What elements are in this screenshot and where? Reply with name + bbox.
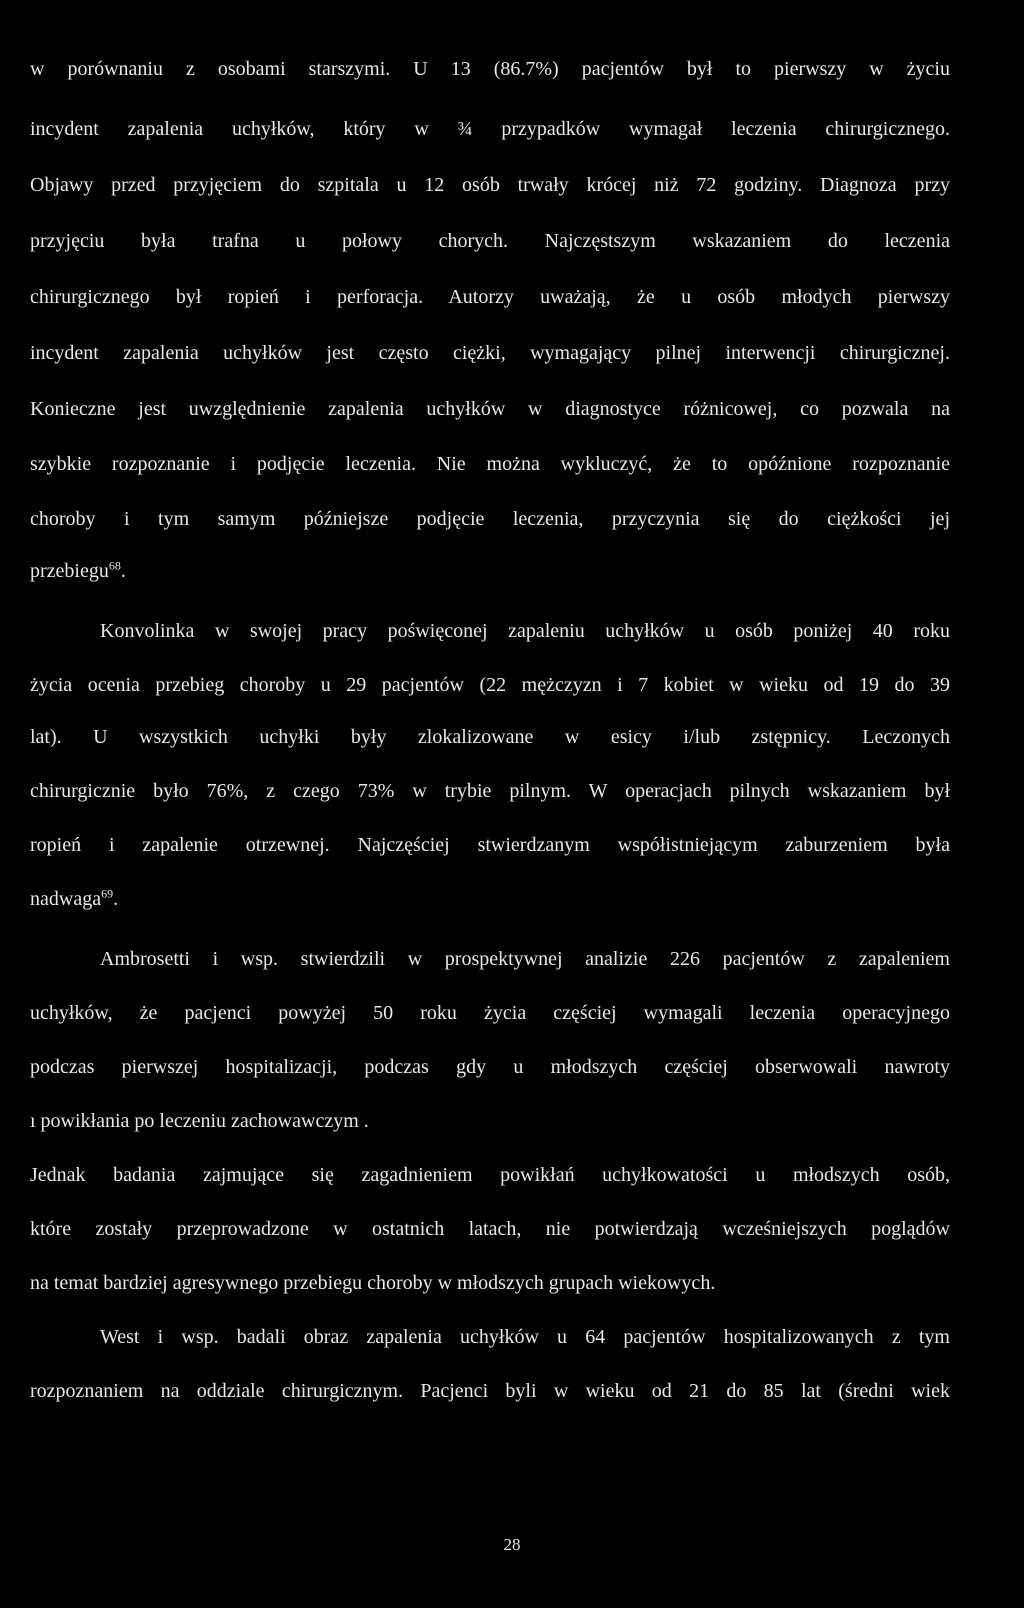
text-line: na temat bardziej agresywnego przebiegu choroby w młodszych grupach wiekowych. (30, 1272, 716, 1294)
text-line: uchyłków, że pacjenci powyżej 50 roku życia częściej wymagali leczenia operacyjnego (30, 1002, 950, 1024)
text-line: w porównaniu z osobami starszymi. U 13 (86.7%) pacjentów był to pierwszy w życiu (30, 58, 950, 80)
text-line: przyjęciu była trafna u połowy chorych. Najczęstszym wskazaniem do leczenia (30, 230, 950, 252)
text-line: incydent zapalenia uchyłków, który w ¾ przypadków wymagał leczenia chirurgicznego. (30, 118, 950, 140)
text-fragment: przebiegu (30, 560, 109, 582)
text-fragment: nadwaga (30, 888, 102, 910)
text-line: choroby i tym samym późniejsze podjęcie leczenia, przyczynia się do ciężkości jej (30, 508, 950, 530)
text-line: Konieczne jest uwzględnienie zapalenia uchyłków w diagnostyce różnicowej, co pozwala na (30, 398, 950, 420)
paragraph-first-line: Konvolinka w swojej pracy poświęconej zapaleniu uchyłków u osób poniżej 40 roku (100, 620, 950, 642)
text-line: incydent zapalenia uchyłków jest często ciężki, wymagający pilnej interwencji chirurgicznej. (30, 342, 950, 364)
paragraph-first-line: West i wsp. badali obraz zapalenia uchyłków u 64 pacjentów hospitalizowanych z tym (100, 1326, 950, 1348)
text-line-with-footnote (30, 556, 126, 586)
text-line: podczas pierwszej hospitalizacji, podczas gdy u młodszych częściej obserwowali nawroty (30, 1056, 950, 1078)
text-line: ropień i zapalenie otrzewnej. Najczęściej stwierdzanym współistniejącym zaburzeniem była (30, 834, 950, 856)
page-number: 28 (503, 1535, 521, 1554)
footnote-reference: 68 (108, 558, 121, 573)
text-line: które zostały przeprowadzone w ostatnich latach, nie potwierdzają wcześniejszych poglądów (30, 1218, 950, 1240)
text-line: chirurgicznego był ropień i perforacja. Autorzy uważają, że u osób młodych pierwszy (30, 286, 950, 308)
text-line: rozpoznaniem na oddziale chirurgicznym. Pacjenci byli w wieku od 21 do 85 lat (średni wiek (30, 1380, 950, 1402)
text-line: Jednak badania zajmujące się zagadnieniem powikłań uchyłkowatości u młodszych osób, (30, 1164, 950, 1186)
text-line: szybkie rozpoznanie i podjęcie leczenia. Nie można wykluczyć, że to opóźnione rozpoznanie (30, 453, 950, 475)
text-line: chirurgicznie było 76%, z czego 73% w trybie pilnym. W operacjach pilnych wskazaniem był (30, 780, 950, 802)
text-line: życia ocenia przebieg choroby u 29 pacjentów (22 mężczyzn i 7 kobiet w wieku od 19 do 39 (30, 674, 950, 696)
paragraph-first-line: Ambrosetti i wsp. stwierdzili w prospektywnej analizie 226 pacjentów z zapaleniem (100, 948, 950, 970)
period: . (113, 888, 119, 910)
text-line: lat). U wszystkich uchyłki były zlokalizowane w esicy i/lub zstępnicy. Leczonych (30, 726, 950, 748)
footnote-reference: 69 (101, 886, 114, 901)
period: . (120, 560, 126, 582)
text-line: ı powikłania po leczeniu zachowawczym . (30, 1110, 369, 1132)
text-line-with-footnote (30, 884, 118, 914)
text-line: Objawy przed przyjęciem do szpitala u 12 osób trwały krócej niż 72 godziny. Diagnoza przy (30, 174, 950, 196)
